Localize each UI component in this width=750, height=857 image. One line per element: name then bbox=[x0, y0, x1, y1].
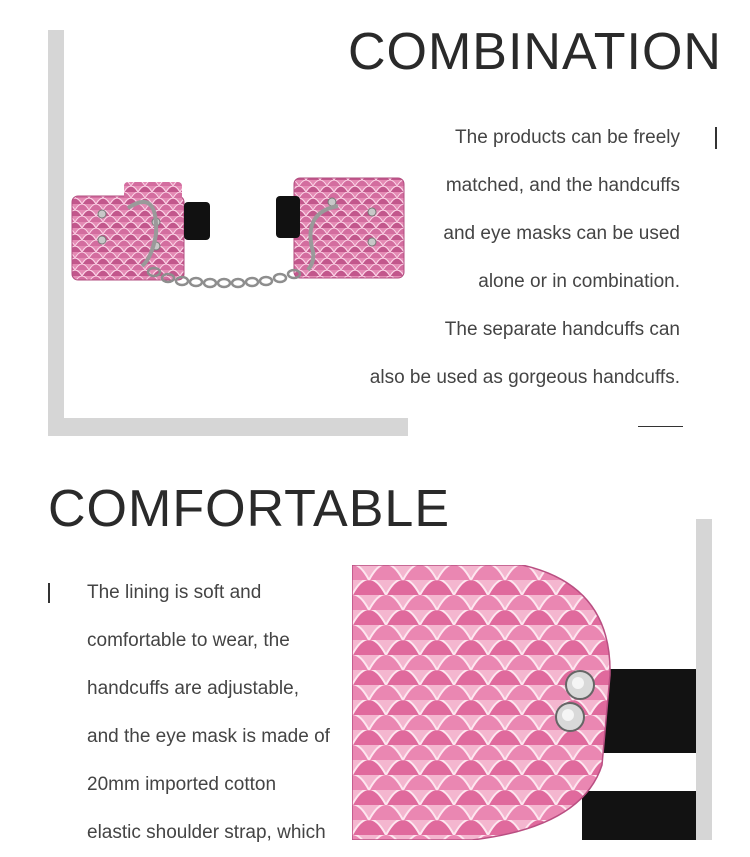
description-line: also be used as gorgeous handcuffs. bbox=[369, 367, 680, 388]
description-line: and the eye mask is made of bbox=[87, 726, 330, 747]
description-line: The lining is soft and bbox=[87, 582, 262, 603]
description-line: alone or in combination. bbox=[478, 271, 680, 292]
frame-right-border bbox=[696, 519, 712, 840]
description-line: The products can be freely bbox=[455, 127, 680, 148]
description-line: matched, and the handcuffs bbox=[445, 175, 680, 196]
description-line: The separate handcuffs can bbox=[444, 319, 680, 340]
description-line: handcuffs are adjustable, bbox=[87, 678, 299, 699]
frame-bottom-border bbox=[48, 418, 408, 436]
eye-mask-image bbox=[352, 565, 696, 840]
combination-title: COMBINATION bbox=[347, 23, 722, 81]
comfortable-title: COMFORTABLE bbox=[48, 480, 451, 538]
description-line: 20mm imported cotton bbox=[87, 774, 277, 795]
accent-bar bbox=[48, 583, 50, 603]
handcuffs-image bbox=[68, 168, 428, 298]
description-line: elastic shoulder strap, which bbox=[87, 822, 326, 843]
description-line: comfortable to wear, the bbox=[87, 630, 290, 651]
description-line: and eye masks can be used bbox=[443, 223, 680, 244]
divider-rule bbox=[638, 426, 683, 427]
frame-left-border bbox=[48, 30, 64, 436]
comfortable-description bbox=[87, 569, 347, 857]
accent-bar bbox=[715, 127, 717, 149]
